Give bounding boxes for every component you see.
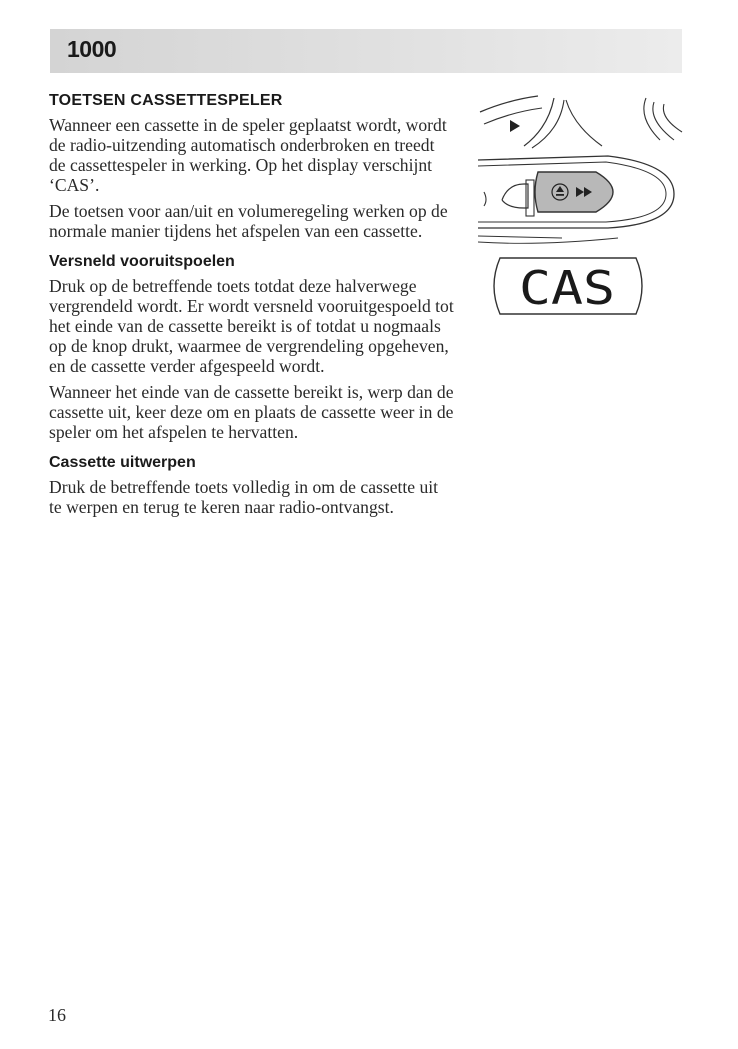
fast-forward-heading: Versneld vooruitspoelen	[49, 253, 235, 270]
main-text-column	[49, 92, 454, 523]
display-readout: CAS	[519, 261, 615, 315]
fast-forward-paragraph-1: Druk op de betreffende toets totdat deze halverwege vergrendeld wordt. Er wordt versneld vooruitgespoeld tot het einde van de cassette bereikt is of totdat u nogmaals op de knop drukt, waarmee de vergrendeling opgeheven, en de cassette verder afgespeeld wordt.	[49, 276, 454, 376]
page-number: 16	[48, 1005, 66, 1025]
section-number: 1000	[67, 36, 117, 62]
fast-forward-paragraph-2: Wanneer het einde van de cassette bereikt is, werp dan de cassette uit, keer deze om en plaats de cassette weer in de speler om het afspelen te hervatten.	[49, 382, 454, 442]
section-header-bar	[50, 29, 682, 73]
eject-paragraph: Druk de betreffende toets volledig in om de cassette uit te werpen en terug te keren naar radio-ontvangst.	[49, 477, 439, 517]
eject-fastforward-button	[535, 172, 613, 212]
intro-paragraph-2: De toetsen voor aan/uit en volumeregeling werken op de normale manier tijdens het afspelen van een cassette.	[49, 201, 448, 241]
intro-paragraph-1: Wanneer een cassette in de speler geplaatst wordt, wordt de radio-uitzending automatisch onderbroken en treedt de cassettespeler in werking. Op het display verschijnt ‘CAS’.	[49, 115, 447, 195]
play-icon	[510, 120, 520, 132]
page-title: TOETSEN CASSETTESPELER	[49, 92, 283, 109]
eject-heading: Cassette uitwerpen	[49, 454, 196, 471]
cassette-player-illustration	[478, 88, 688, 328]
